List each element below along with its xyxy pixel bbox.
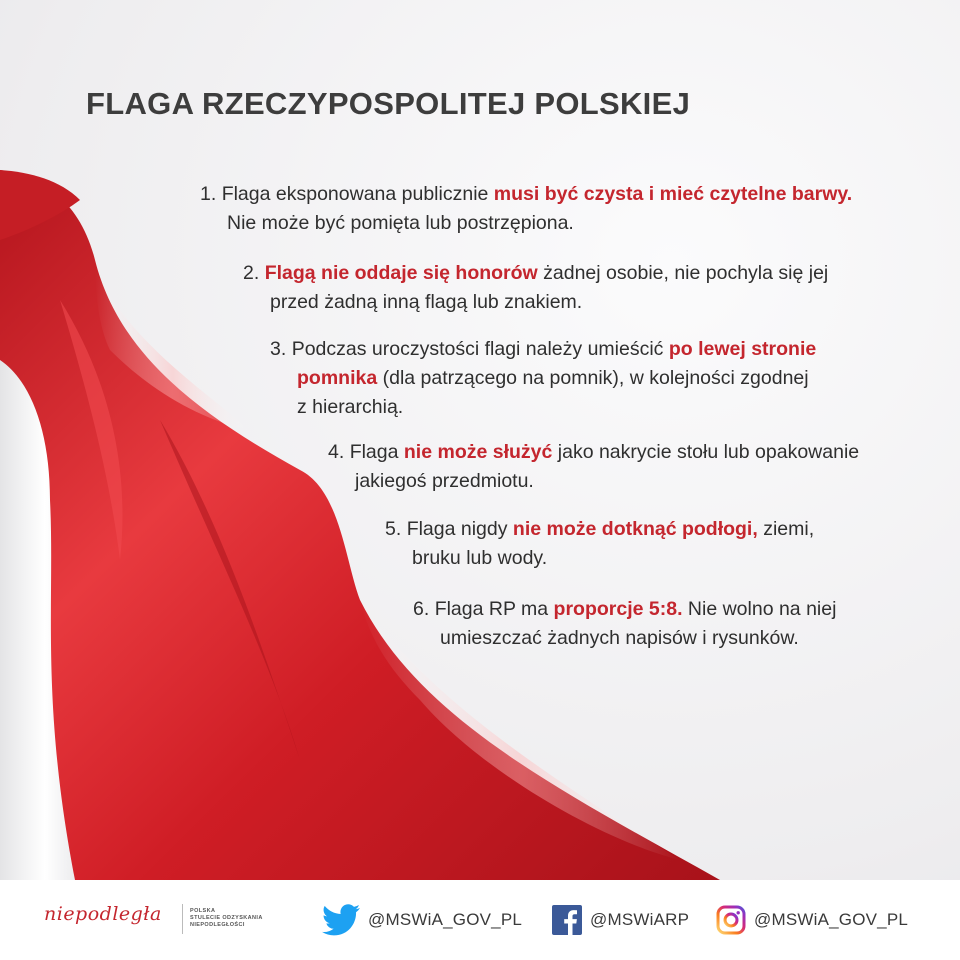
rule-highlight: proporcje 5:8.: [553, 598, 683, 620]
rule-text: Nie wolno na niej: [682, 598, 837, 620]
instagram-handle: @MSWiA_GOV_PL: [754, 910, 909, 929]
twitter-link[interactable]: [322, 902, 522, 938]
rule-text: ziemi,: [757, 518, 815, 540]
rule-number: 2.: [243, 262, 260, 284]
rule-line: [385, 515, 814, 544]
rule-line: [328, 438, 859, 467]
rule-text: Flaga eksponowana publicznie: [221, 183, 494, 205]
rule-number: 5.: [385, 518, 402, 540]
rule-number: 4.: [328, 441, 345, 463]
rule-text: jako nakrycie stołu lub opakowanie: [552, 441, 860, 463]
rule-text: Podczas uroczystości flagi należy umieścić: [291, 338, 669, 360]
rule-2: [243, 259, 828, 317]
rule-6: [413, 595, 836, 653]
rule-highlight: musi być czysta i mieć czytelne barwy.: [493, 183, 853, 205]
rule-highlight: pomnika: [297, 367, 378, 389]
rule-1: [200, 180, 852, 238]
instagram-link[interactable]: [716, 902, 908, 938]
rule-highlight: nie może służyć: [403, 441, 553, 463]
rule-line: [270, 364, 816, 393]
rule-number: 1.: [200, 183, 217, 205]
rule-number: 3.: [270, 338, 287, 360]
facebook-icon: [552, 905, 582, 935]
rule-line: [413, 595, 836, 624]
page-title: FLAGA RZECZYPOSPOLITEJ POLSKIEJ: [86, 86, 691, 121]
footer-bar: [0, 880, 960, 960]
rule-text: żadnej osobie, nie pochyla się jej: [537, 262, 829, 284]
logo-subtitle: [190, 908, 270, 929]
logo-subtitle-line: POLSKA: [190, 908, 216, 914]
rule-line: umieszczać żadnych napisów i rysunków.: [440, 627, 799, 649]
facebook-handle: @MSWiARP: [590, 910, 690, 929]
rule-line: przed żadną inną flagą lub znakiem.: [270, 291, 583, 313]
rule-4: [328, 438, 859, 496]
rule-text: Flaga: [349, 441, 404, 463]
rule-highlight: Flagą nie oddaje się honorów: [264, 262, 538, 284]
rule-line: [200, 180, 852, 209]
rule-line: [270, 335, 816, 364]
facebook-link[interactable]: [552, 902, 689, 938]
rule-highlight: po lewej stronie: [668, 338, 817, 360]
rule-line: jakiegoś przedmiotu.: [355, 470, 534, 492]
niepodlegla-logo: niepodległa: [44, 903, 162, 925]
instagram-icon: [716, 905, 746, 935]
twitter-bird-icon: [322, 904, 360, 936]
rule-text: (dla patrzącego na pomnik), w kolejności zgodnej: [377, 367, 809, 389]
rule-number: 6.: [413, 598, 430, 620]
logo-subtitle-line: NIEPODLEGŁOŚCI: [190, 922, 245, 928]
rule-line: bruku lub wody.: [412, 547, 548, 569]
logo-subtitle-line: STULECIE ODZYSKANIA: [190, 915, 263, 921]
rule-line: [243, 259, 828, 288]
rule-text: Flaga RP ma: [434, 598, 554, 620]
rule-3: [270, 335, 816, 422]
rule-text: Flaga nigdy: [406, 518, 513, 540]
rule-line: Nie może być pomięta lub postrzępiona.: [227, 212, 574, 234]
rule-highlight: nie może dotknąć podłogi,: [512, 518, 758, 540]
rule-line: z hierarchią.: [297, 396, 404, 418]
twitter-handle: @MSWiA_GOV_PL: [368, 910, 523, 929]
rule-5: [385, 515, 814, 573]
logo-divider: [182, 904, 183, 934]
